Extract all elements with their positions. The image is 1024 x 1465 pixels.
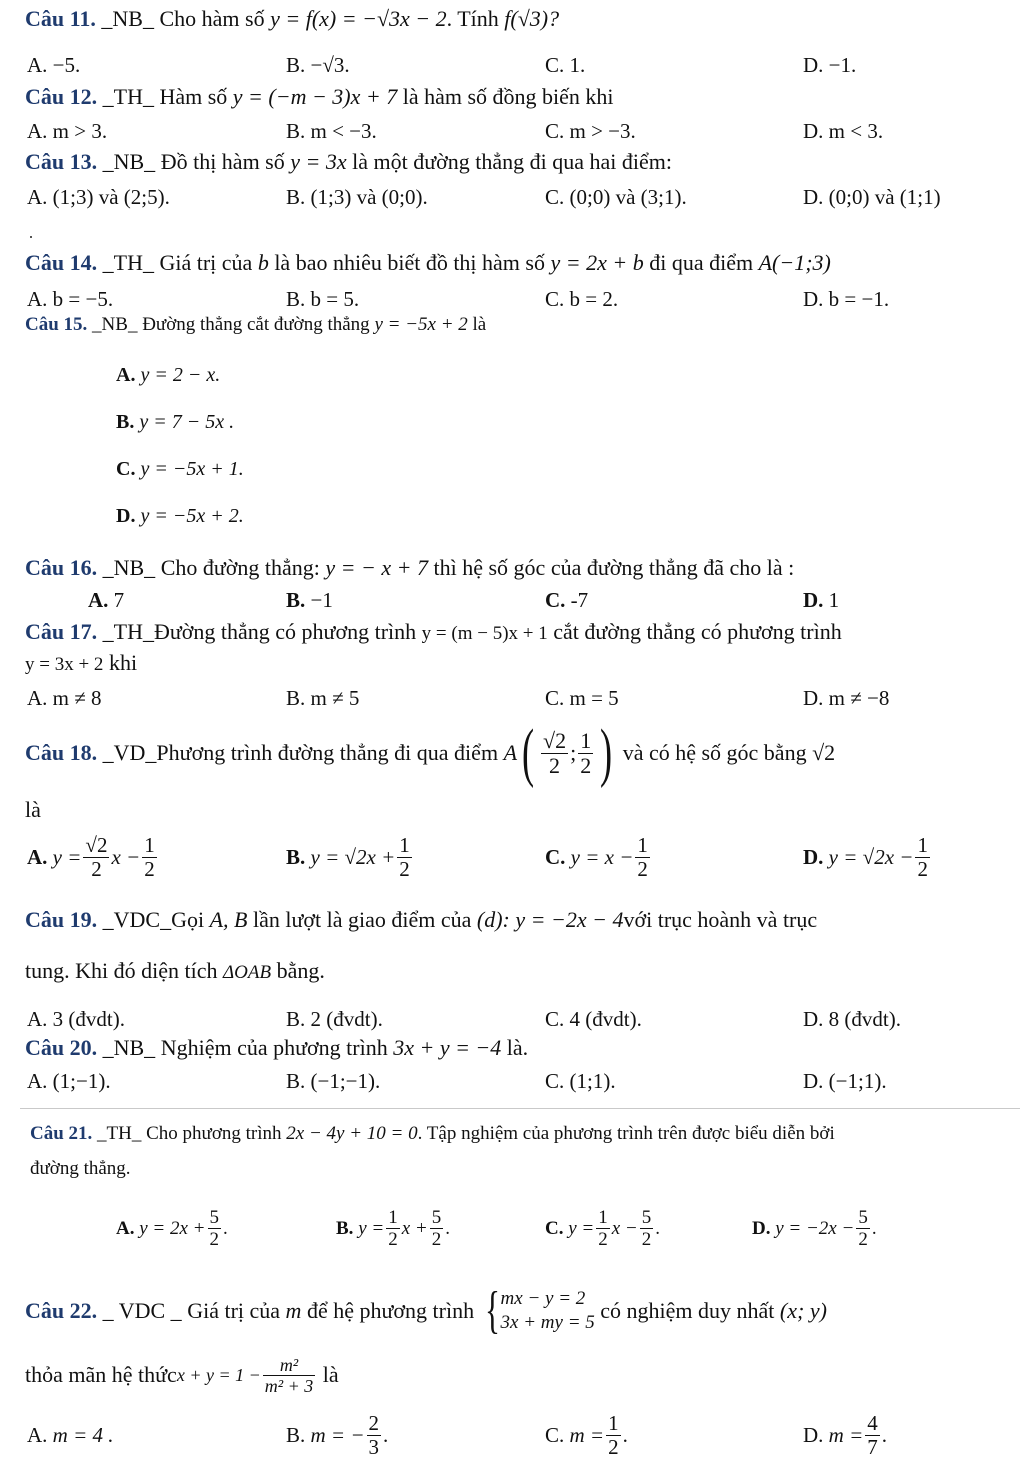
question-level: _NB_ <box>101 6 154 31</box>
option-d: D. (−1;1). <box>803 1069 887 1093</box>
question-level: _NB_ <box>102 555 156 580</box>
variable: m <box>285 1298 302 1323</box>
option-label: A. <box>116 364 136 386</box>
question-text: là bao nhiêu biết đồ thị hàm số <box>274 250 545 275</box>
question-level: _TH_ <box>102 250 154 275</box>
question-level: _ VDC _ <box>102 1298 182 1323</box>
question-number: Câu 12. <box>25 84 98 109</box>
option-c: C. m > −3. <box>545 119 636 143</box>
option-label: B. <box>286 588 306 612</box>
question-18: Câu 18. _VD_ Phương trình đường thẳng đi qua điểm A ( $\frac{√2}{2}$ ; $\frac{1}{2}$ ) và có hệ số góc bằng √2 <box>25 716 836 789</box>
option-c: C. b = 2. <box>545 287 619 311</box>
question-text: Cho hàm số <box>159 6 265 31</box>
numerator: 5 <box>209 1207 219 1228</box>
option-expr: y = 2x + <box>139 1217 206 1239</box>
numerator: 1 <box>399 833 410 857</box>
fraction <box>263 1356 316 1395</box>
option-a: A. b = −5. <box>27 287 114 311</box>
question-level: _TH_ <box>102 84 154 109</box>
fraction <box>865 1410 880 1459</box>
option-expr: y = √2x − <box>828 845 914 869</box>
option-c: C. (0;0) và (3;1). <box>545 185 687 209</box>
option-label: C. <box>545 1217 564 1239</box>
equation: y = (−m − 3)x + 7 <box>232 84 398 109</box>
denominator: 2 <box>91 857 102 881</box>
question-text: . Tính <box>446 6 499 31</box>
option-c <box>545 588 588 613</box>
numerator: 1 <box>580 727 592 753</box>
option-label: C. <box>545 1422 565 1447</box>
question-text: Gọi <box>171 907 205 932</box>
question-text: . Tập nghiệm của phương trình trên được biểu diễn bởi <box>417 1123 835 1144</box>
equation: 3x + y = −4 <box>393 1035 502 1060</box>
denominator: 2 <box>608 1434 619 1459</box>
numerator: 1 <box>608 1410 619 1435</box>
option-b <box>116 411 234 434</box>
option-label: D. <box>803 588 824 612</box>
question-number: Câu 15. <box>25 314 88 335</box>
question-15 <box>25 314 486 336</box>
denominator: 2 <box>549 752 561 778</box>
question-text: là một đường thẳng đi qua hai điểm: <box>352 149 673 174</box>
option-c <box>116 458 244 481</box>
option-d: D. −1. <box>803 53 857 77</box>
fraction <box>208 1208 222 1249</box>
question-number: Câu 11. <box>25 6 96 31</box>
option-d: D. 8 (đvdt). <box>803 1007 901 1031</box>
denominator: 7 <box>867 1434 878 1459</box>
question-text: là <box>322 1362 339 1387</box>
option-expr: m = 4 . <box>52 1422 114 1447</box>
question-number: Câu 21. <box>30 1123 93 1144</box>
fraction <box>541 727 568 778</box>
option-b: B. (−1;−1). <box>286 1069 381 1093</box>
equation: y = −5x + 2 <box>374 314 468 335</box>
question-text: là <box>472 314 487 335</box>
option-value: 1 <box>828 588 840 612</box>
option-expr: . <box>223 1217 228 1239</box>
option-expr: m = − <box>310 1422 365 1447</box>
numerator: 1 <box>144 833 155 857</box>
denominator: 2 <box>580 752 592 778</box>
question-number: Câu 22. <box>25 1298 98 1323</box>
question-text: là hàm số đồng biến khi <box>402 84 614 109</box>
option-c: C. 4 (đvdt). <box>545 1007 642 1031</box>
option-expr: y = −2x − <box>775 1217 855 1239</box>
question-level: _VD_ <box>102 740 157 765</box>
equation-system <box>501 1287 595 1335</box>
denominator: 2 <box>431 1229 442 1250</box>
option-d <box>803 1410 887 1460</box>
equation: y = 3x <box>290 149 347 174</box>
question-11 <box>25 6 559 32</box>
fraction <box>83 835 109 880</box>
option-expr: m = <box>828 1422 864 1447</box>
paren-right: ) <box>600 716 613 789</box>
fraction <box>386 1208 400 1249</box>
question-text: Cho phương trình <box>146 1123 282 1144</box>
option-expr: y = <box>568 1217 595 1239</box>
question-22-cont <box>25 1350 339 1400</box>
fraction <box>397 835 412 880</box>
variables: A, B <box>209 907 248 932</box>
option-value: −1 <box>310 588 333 612</box>
question-text: có nghiệm duy nhất <box>600 1298 775 1323</box>
question-text: Giá trị của <box>159 250 253 275</box>
denominator: 3 <box>368 1434 380 1459</box>
question-text: Hàm số <box>159 84 228 109</box>
question-text: để hệ phương trình <box>306 1298 475 1323</box>
equation: y = f(x) = −√3x − 2 <box>270 6 447 31</box>
option-value: y = 2 − x. <box>140 364 221 386</box>
option-expr: y = x − <box>570 845 634 869</box>
denominator: 2 <box>209 1229 219 1250</box>
option-label: B. <box>336 1217 354 1239</box>
option-expr: y = √2x + <box>310 845 396 869</box>
option-value: y = −5x + 2. <box>140 505 244 527</box>
denominator: 2 <box>917 857 928 881</box>
option-b <box>336 1208 450 1249</box>
numerator: 5 <box>641 1207 652 1228</box>
denominator: 2 <box>641 1229 652 1250</box>
option-b: B. −√3. <box>286 53 350 77</box>
question-12 <box>25 84 614 110</box>
equation: y = −2x − 4 <box>515 907 624 932</box>
question-text: Phương trình đường thẳng đi qua điểm <box>156 740 499 765</box>
option-c: C. m = 5 <box>545 686 619 710</box>
question-13 <box>25 149 672 175</box>
expression: f(√3)? <box>504 6 560 31</box>
question-level: _NB_ <box>102 1035 156 1060</box>
option-a <box>27 835 159 880</box>
denominator: 2 <box>598 1229 608 1250</box>
option-expr: . <box>881 1422 888 1447</box>
option-c <box>545 1208 660 1249</box>
numerator: 5 <box>431 1207 442 1228</box>
option-a: A. m > 3. <box>27 119 108 143</box>
question-level: _TH_ <box>102 619 154 644</box>
numerator: 1 <box>637 833 648 857</box>
option-value: y = −5x + 1. <box>140 458 244 480</box>
option-expr: m = <box>569 1422 605 1447</box>
question-text: Đường thẳng có phương trình <box>153 619 417 644</box>
option-d <box>803 588 839 613</box>
line-name: (d): <box>476 907 510 932</box>
numerator: √2 <box>543 727 567 753</box>
equation: y = − x + 7 <box>325 555 428 580</box>
option-expr: . <box>445 1217 450 1239</box>
option-expr: x − <box>111 845 141 869</box>
point-name: A <box>503 740 518 765</box>
option-b: B. 2 (đvdt). <box>286 1007 383 1031</box>
option-d: D. m < 3. <box>803 119 884 143</box>
question-text: Đường thẳng cắt đường thẳng <box>142 314 370 335</box>
option-label: C. <box>545 588 566 612</box>
question-text: Cho đường thẳng: <box>160 555 320 580</box>
option-b <box>286 1410 388 1460</box>
question-text: Giá trị của <box>187 1298 281 1323</box>
fraction <box>578 727 593 778</box>
option-a: A. −5. <box>27 53 81 77</box>
option-label: A. <box>27 1422 48 1447</box>
system-brace: { <box>484 1282 500 1339</box>
option-d: D. m ≠ −8 <box>803 686 890 710</box>
option-b: B. m < −3. <box>286 119 377 143</box>
option-label: C. <box>545 845 566 869</box>
question-number: Câu 13. <box>25 149 98 174</box>
option-d <box>116 505 244 528</box>
option-d <box>752 1208 877 1249</box>
denominator: 2 <box>144 857 155 881</box>
numerator: 1 <box>917 833 928 857</box>
question-text: và có hệ số góc bằng <box>622 740 807 765</box>
paren-left: ( <box>521 716 535 789</box>
equation: y = 2x + b <box>550 250 644 275</box>
option-a: A. m ≠ 8 <box>27 686 102 710</box>
option-expr: y = <box>52 845 82 869</box>
question-text: với trục hoành và trục <box>623 907 818 932</box>
option-b: B. (1;3) và (0;0). <box>286 185 428 209</box>
pair: (x; y) <box>779 1298 827 1323</box>
denominator: 2 <box>399 857 410 881</box>
question-14 <box>25 250 831 276</box>
option-label: A. <box>27 845 48 869</box>
question-number: Câu 14. <box>25 250 98 275</box>
value: √2 <box>812 740 836 765</box>
option-label: A. <box>116 1217 135 1239</box>
equation: x + y = 1 − <box>176 1364 261 1385</box>
option-a <box>88 588 124 613</box>
fraction <box>640 1208 654 1249</box>
option-expr: . <box>871 1217 877 1239</box>
question-number: Câu 20. <box>25 1035 98 1060</box>
denominator: 2 <box>637 857 648 881</box>
denominator: 2 <box>388 1229 398 1250</box>
option-expr: . <box>655 1217 661 1239</box>
option-a <box>116 1208 228 1249</box>
option-label: B. <box>286 845 306 869</box>
option-c <box>545 835 652 880</box>
fraction <box>596 1208 610 1249</box>
fraction <box>606 1410 621 1459</box>
question-level: _NB_ <box>92 314 138 335</box>
option-a <box>27 1410 114 1460</box>
denominator: 2 <box>858 1229 868 1250</box>
question-21-cont: đường thẳng. <box>30 1158 131 1179</box>
fraction <box>142 835 157 880</box>
option-b: B. m ≠ 5 <box>286 686 360 710</box>
question-level: _TH_ <box>97 1123 142 1144</box>
divider <box>20 1108 1020 1109</box>
option-a <box>116 364 220 387</box>
option-expr: x + <box>401 1217 428 1239</box>
question-text: khi <box>108 650 138 675</box>
question-number: Câu 19. <box>25 907 98 932</box>
numerator: √2 <box>85 833 108 857</box>
option-d <box>803 835 932 880</box>
question-text: Đồ thị hàm số <box>160 149 285 174</box>
option-expr: . <box>622 1422 628 1447</box>
stray-dot <box>30 236 32 238</box>
question-text: là. <box>506 1035 529 1060</box>
equation: y = 3x + 2 <box>25 654 104 675</box>
option-expr: . <box>383 1422 389 1447</box>
equation: y = (m − 5)x + 1 <box>421 623 548 644</box>
option-d: D. b = −1. <box>803 287 890 311</box>
option-label: D. <box>116 505 136 527</box>
option-value: 7 <box>113 588 125 612</box>
option-expr: x − <box>611 1217 638 1239</box>
question-text: cắt đường thẳng có phương trình <box>553 619 842 644</box>
question-number: Câu 16. <box>25 555 98 580</box>
denominator: m² + 3 <box>264 1375 314 1396</box>
question-text: thỏa mãn hệ thức <box>25 1362 177 1387</box>
question-20 <box>25 1035 528 1061</box>
numerator: m² <box>263 1356 316 1376</box>
option-c: C. (1;1). <box>545 1069 616 1093</box>
option-label: B. <box>116 411 135 433</box>
point: A(−1;3) <box>758 250 831 275</box>
option-c <box>545 1410 628 1460</box>
option-d: D. (0;0) và (1;1) <box>803 185 941 209</box>
option-label: B. <box>286 1422 306 1447</box>
numerator: 1 <box>388 1207 398 1228</box>
option-value: y = 7 − 5x . <box>139 411 235 433</box>
option-label: D. <box>752 1217 771 1239</box>
option-b <box>286 588 333 613</box>
question-22 <box>25 1282 827 1340</box>
fraction <box>635 835 650 880</box>
question-19-cont <box>25 958 325 984</box>
question-17-cont <box>25 650 137 676</box>
option-a: A. (1;3) và (2;5). <box>27 185 170 209</box>
question-17 <box>25 619 842 645</box>
fraction <box>367 1410 382 1459</box>
system-eq-2: 3x + my = 5 <box>500 1312 595 1333</box>
option-b <box>286 835 414 880</box>
option-a: A. 3 (đvdt). <box>27 1007 125 1031</box>
option-value: -7 <box>570 588 589 612</box>
option-label: D. <box>803 845 824 869</box>
question-text: thì hệ số góc của đường thẳng đã cho là : <box>433 555 795 580</box>
option-label: C. <box>116 458 136 480</box>
question-18-cont: là <box>25 797 41 822</box>
fraction <box>430 1208 444 1249</box>
triangle: ΔOAB <box>222 962 272 983</box>
question-level: _VDC_ <box>102 907 172 932</box>
question-21 <box>30 1123 835 1145</box>
option-label: D. <box>803 1422 824 1447</box>
system-eq-1: mx − y = 2 <box>500 1288 586 1310</box>
option-label: A. <box>88 588 109 612</box>
numerator: 2 <box>368 1410 380 1435</box>
question-16 <box>25 555 794 581</box>
option-a: A. (1;−1). <box>27 1069 111 1093</box>
equation: 2x − 4y + 10 = 0 <box>286 1123 418 1144</box>
option-b: B. b = 5. <box>286 287 360 311</box>
question-level: _NB_ <box>102 149 156 174</box>
question-text: bằng. <box>276 958 325 983</box>
fraction <box>856 1208 870 1249</box>
question-text: đi qua điểm <box>649 250 754 275</box>
question-19 <box>25 907 817 933</box>
fraction <box>915 835 930 880</box>
question-text: lần lượt là giao điểm của <box>252 907 472 932</box>
question-number: Câu 17. <box>25 619 98 644</box>
question-text: tung. Khi đó diện tích <box>25 958 218 983</box>
question-text: Nghiệm của phương trình <box>160 1035 388 1060</box>
numerator: 4 <box>867 1410 878 1435</box>
option-expr: y = <box>358 1217 385 1239</box>
numerator: 5 <box>858 1207 868 1228</box>
option-c: C. 1. <box>545 53 586 77</box>
variable: b <box>257 250 269 275</box>
numerator: 1 <box>598 1207 608 1228</box>
question-number: Câu 18. <box>25 740 98 765</box>
